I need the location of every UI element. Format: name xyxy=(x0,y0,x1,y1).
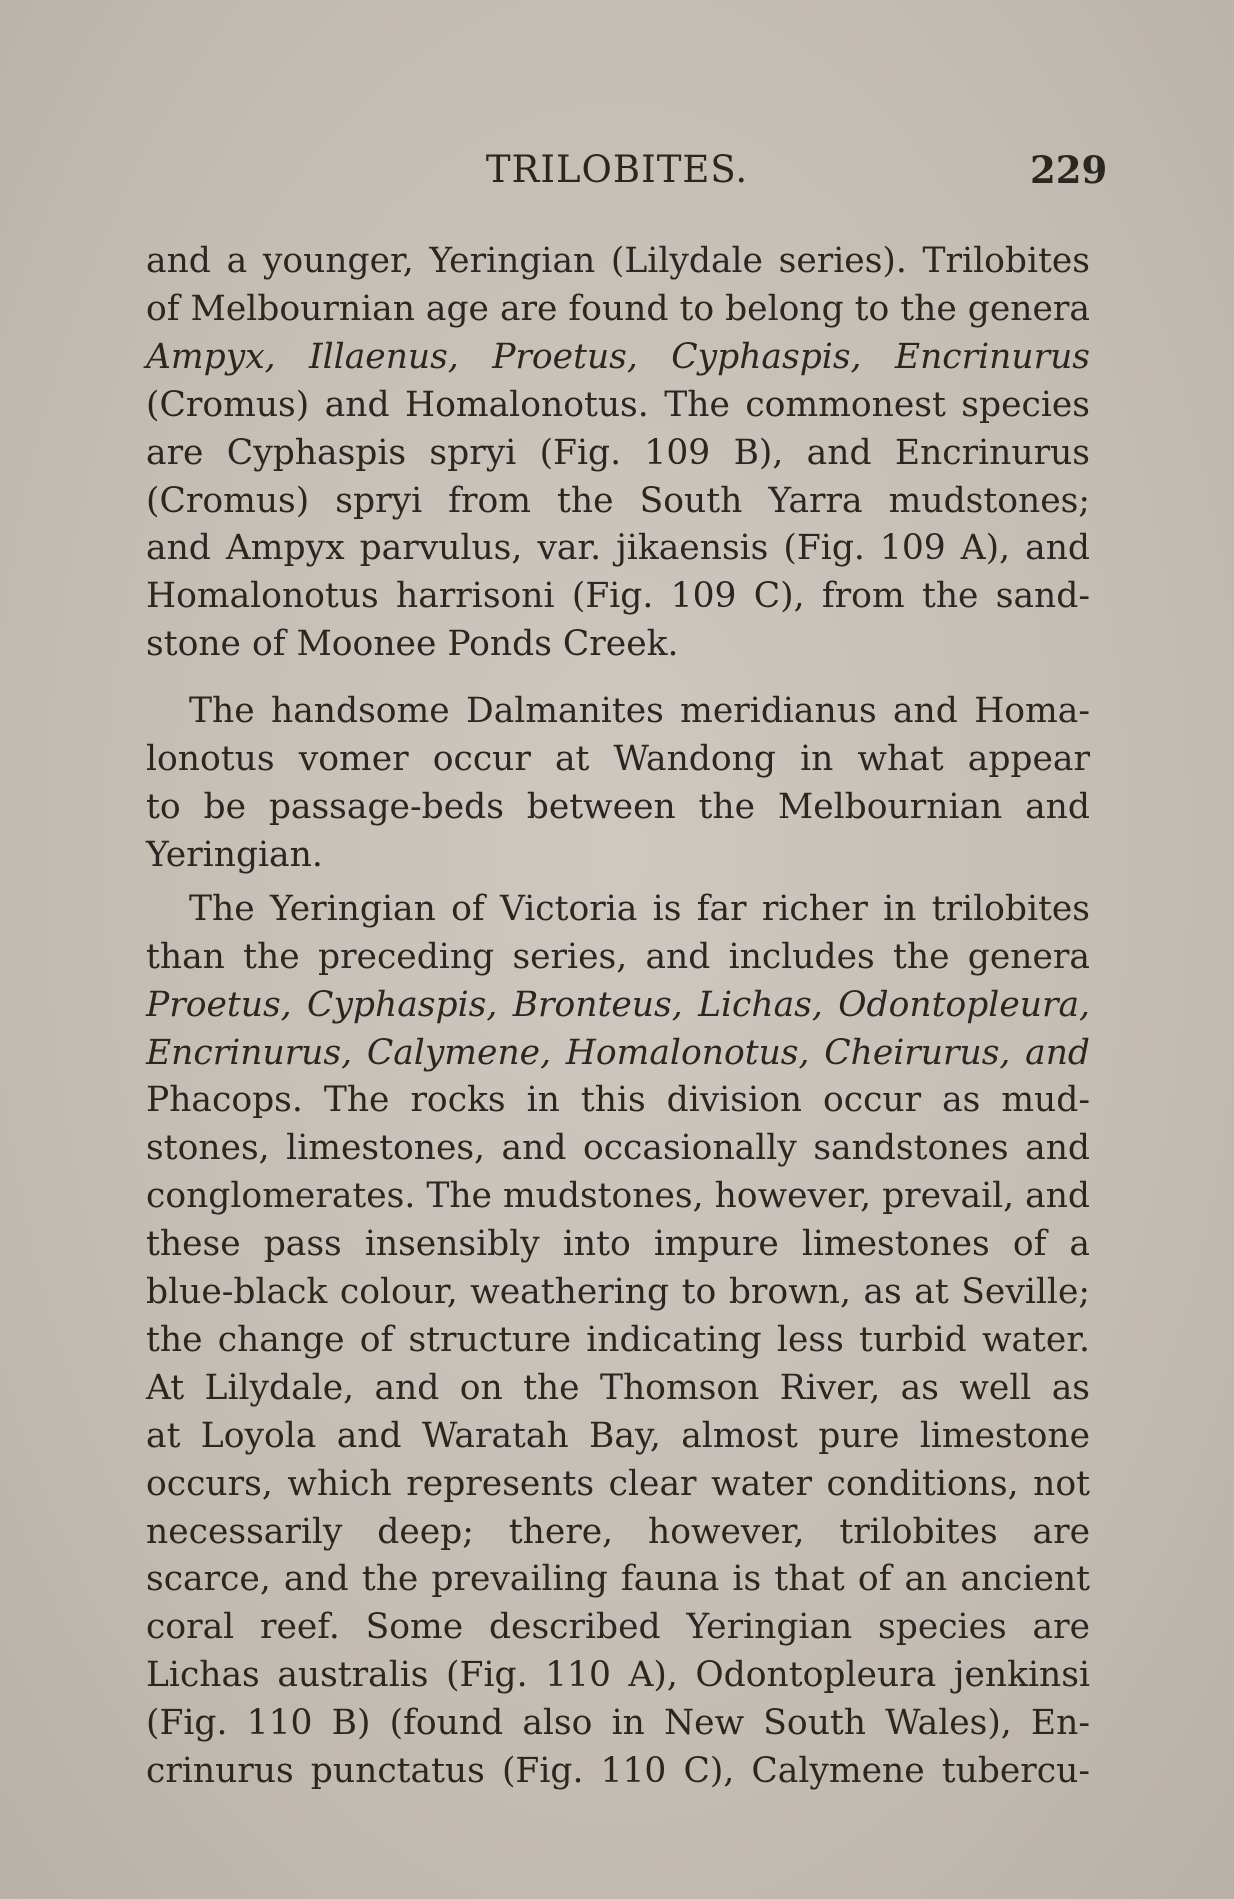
text-line: Proetus, Cyphaspis, Bronteus, Lichas, Odontopleura, xyxy=(146,984,1090,1025)
text-line: stone of Moonee Ponds Creek. xyxy=(146,624,679,665)
text-line: blue-black colour, weathering to brown, as at Seville; xyxy=(146,1272,1090,1313)
text-line: than the preceding series, and includes the genera xyxy=(146,936,1090,977)
text-line: conglomerates. The mudstones, however, prevail, and xyxy=(146,1176,1090,1217)
paragraph-3 xyxy=(146,886,1090,1796)
text-line: these pass insensibly into impure limestones of a xyxy=(146,1224,1090,1265)
text-line: and Ampyx parvulus, var. jikaensis (Fig. 109 A), and xyxy=(146,528,1090,569)
paragraph-2 xyxy=(146,688,1090,880)
text-line: crinurus punctatus (Fig. 110 C), Calymene tubercu- xyxy=(146,1751,1090,1792)
text-line: and a younger, Yeringian (Lilydale series). Trilobites xyxy=(146,241,1090,281)
text-line: Encrinurus, Calymene, Homalonotus, Cheirurus, and xyxy=(146,1032,1090,1073)
page-number: 229 xyxy=(1030,148,1108,192)
text-line: The Yeringian of Victoria is far richer in trilobites xyxy=(189,888,1090,929)
text-line: Lichas australis (Fig. 110 A), Odontopleura jenkinsi xyxy=(146,1655,1090,1696)
running-title: TRILOBITES. xyxy=(485,148,749,191)
text-line: lonotus vomer occur at Wandong in what appear xyxy=(146,739,1090,780)
text-line: Yeringian. xyxy=(146,834,323,875)
text-line: At Lilydale, and on the Thomson River, as well as xyxy=(146,1367,1090,1408)
text-line: at Loyola and Waratah Bay, almost pure limestone xyxy=(146,1415,1090,1456)
text-line: are Cyphaspis spryi (Fig. 109 B), and Encrinurus xyxy=(146,432,1090,473)
text-line: the change of structure indicating less turbid water. xyxy=(146,1319,1090,1360)
text-line: Ampyx, Illaenus, Proetus, Cyphaspis, Encrinurus xyxy=(146,336,1090,377)
text-line: scarce, and the prevailing fauna is that of an ancient xyxy=(146,1559,1090,1600)
page-body xyxy=(146,238,1090,1796)
text-line: occurs, which represents clear water conditions, not xyxy=(146,1463,1090,1504)
text-line: The handsome Dalmanites meridianus and Homa- xyxy=(189,691,1090,732)
text-line: stones, limestones, and occasionally sandstones and xyxy=(146,1128,1090,1169)
text-line: coral reef. Some described Yeringian species are xyxy=(146,1607,1090,1648)
text-line: of Melbournian age are found to belong to the genera xyxy=(146,288,1090,329)
text-line: Homalonotus harrisoni (Fig. 109 C), from the sand- xyxy=(146,576,1090,617)
text-line: to be passage-beds between the Melbournian and xyxy=(146,786,1090,827)
text-line: Phacops. The rocks in this division occur as mud- xyxy=(146,1080,1090,1121)
paragraph-1 xyxy=(146,238,1090,669)
text-line: (Cromus) and Homalonotus. The commonest species xyxy=(146,384,1090,425)
text-line: necessarily deep; there, however, trilobites are xyxy=(146,1511,1090,1552)
text-line: (Cromus) spryi from the South Yarra mudstones; xyxy=(146,480,1090,521)
text-line: (Fig. 110 B) (found also in New South Wales), En- xyxy=(146,1703,1090,1744)
